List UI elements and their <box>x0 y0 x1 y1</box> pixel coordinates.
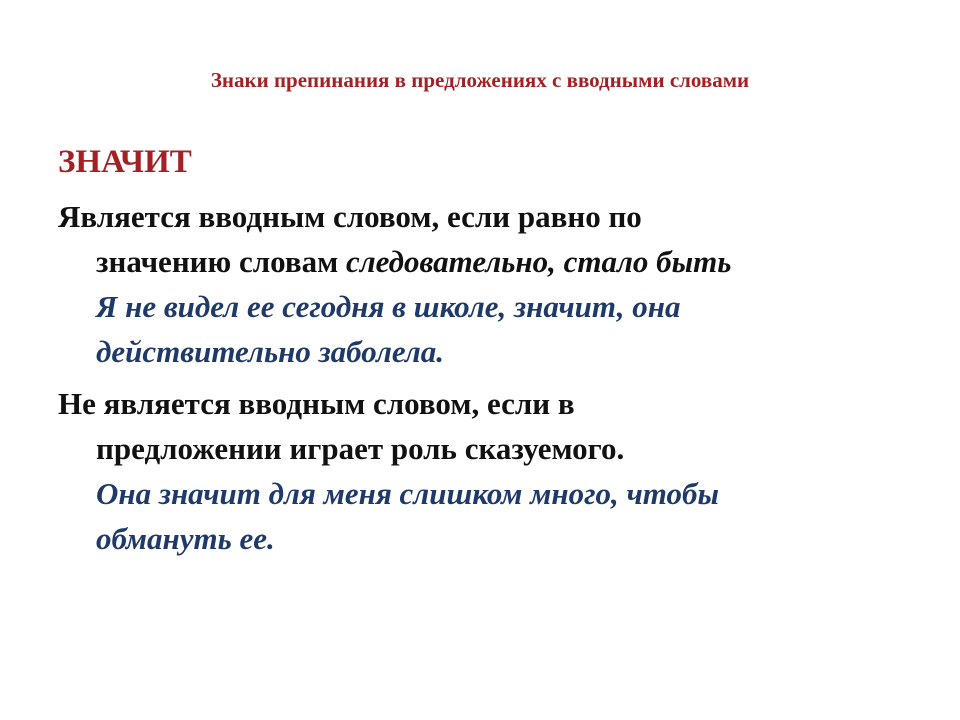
rule-introductory-synonyms: следовательно, стало быть <box>345 244 732 279</box>
rule-introductory <box>58 194 888 374</box>
rule-not-introductory-line2: предложении играет роль сказуемого. <box>96 431 625 466</box>
example-introductory-line1: Я не видел ее сегодня в школе, значит, она <box>96 289 681 324</box>
example-not-introductory-line2: обмануть ее. <box>96 521 275 556</box>
rule-introductory-line1: Является вводным словом, если равно по <box>58 199 642 234</box>
rule-introductory-line2-text: значению словам <box>96 244 346 279</box>
keyword-heading: ЗНАЧИТ <box>58 144 192 180</box>
slide-title: Знаки препинания в предложениях с вводными словами <box>210 68 750 92</box>
rule-not-introductory <box>58 381 888 561</box>
rule-not-introductory-line1: Не является вводным словом, если в <box>58 386 575 421</box>
rule-introductory-line2 <box>58 239 888 284</box>
example-not-introductory-line1: Она значит для меня слишком много, чтобы <box>96 476 719 511</box>
example-introductory-line2: действительно заболела. <box>96 334 445 369</box>
